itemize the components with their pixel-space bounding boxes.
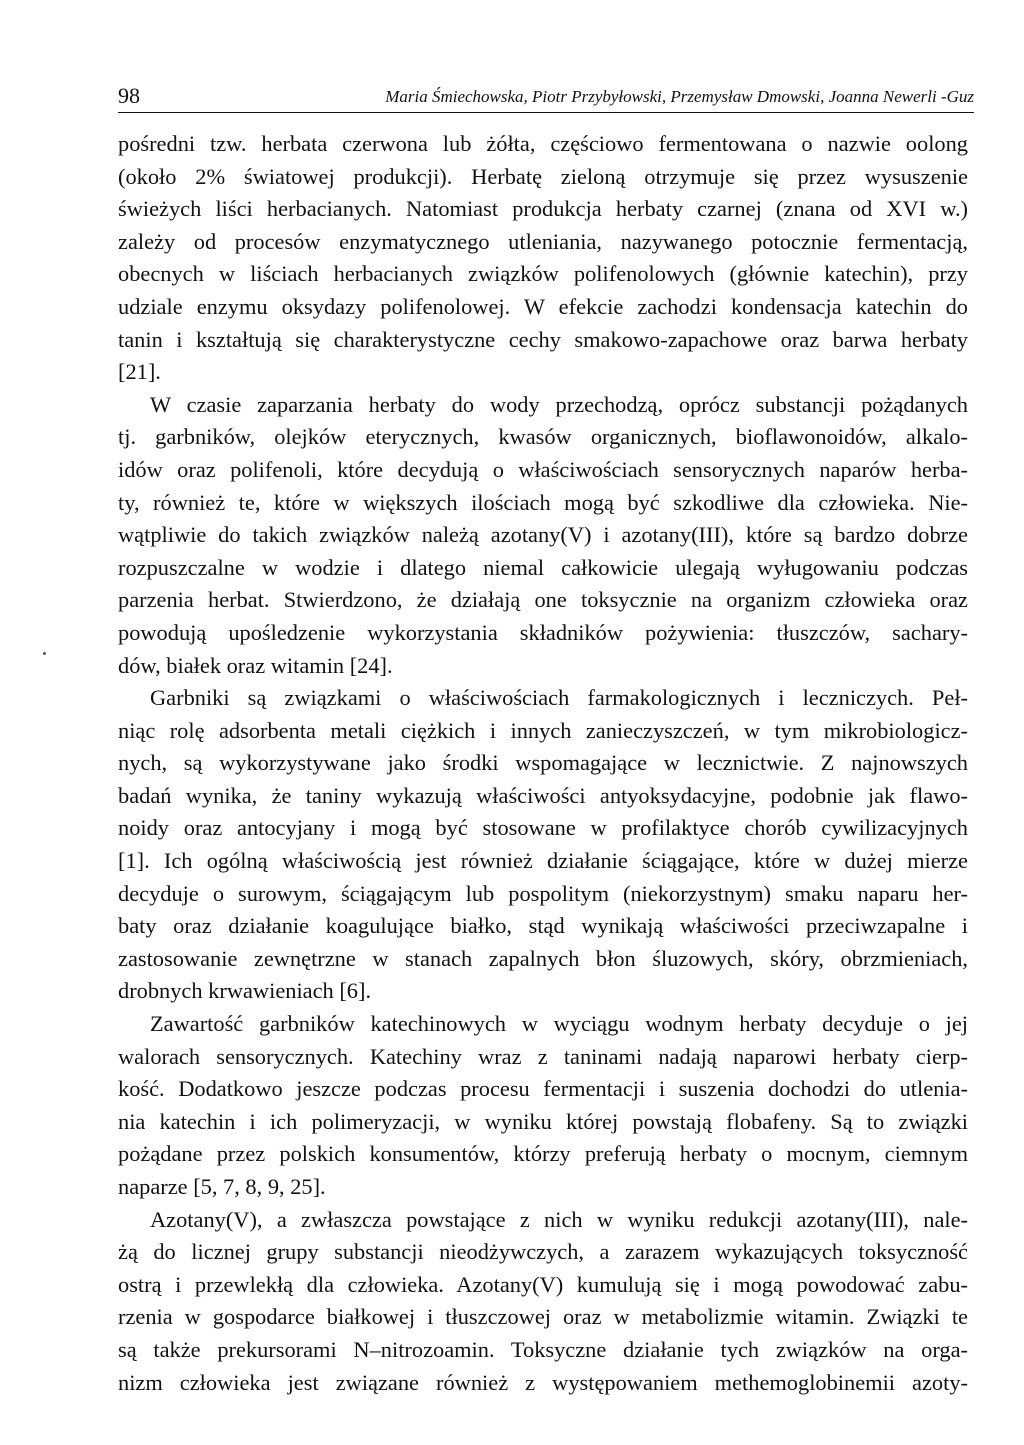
paragraph-1 [118, 128, 968, 389]
text-line: [21]. [118, 359, 161, 385]
text-line: dów, białek oraz witamin [24]. [118, 652, 393, 678]
text-line: są także prekursorami N–nitrozoamin. Toksyczne działanie tych związków na orga- [118, 1336, 968, 1362]
text-line: parzenia herbat. Stwierdzono, że działają one toksycznie na organizm człowieka oraz [118, 587, 968, 613]
paragraph-5 [118, 1204, 968, 1400]
text-line: Azotany(V), a zwłaszcza powstające z nich w wyniku redukcji azotany(III), nale- [150, 1206, 968, 1232]
paragraph-2 [118, 389, 968, 682]
page-number: 98 [118, 83, 140, 108]
text-line: nia katechin i ich polimeryzacji, w wyniku której powstają flobafeny. Są to związki [118, 1108, 968, 1134]
text-line: decyduje o surowym, ściągającym lub pospolitym (niekorzystnym) smaku naparu her- [118, 880, 968, 906]
text-line: świeżych liści herbacianych. Natomiast produkcja herbaty czarnej (znana od XVI w.) [118, 196, 968, 222]
text-line: tj. garbników, olejków eterycznych, kwasów organicznych, bioflawonoidów, alkalo- [118, 424, 968, 450]
text-line: zależy od procesów enzymatycznego utleniania, nazywanego potocznie fermentacją, [118, 228, 968, 254]
text-line: pożądane przez polskich konsumentów, którzy preferują herbaty o mocnym, ciemnym [118, 1141, 968, 1167]
text-line: naparze [5, 7, 8, 9, 25]. [118, 1174, 326, 1199]
text-line: powodują upośledzenie wykorzystania składników pożywienia: tłuszczów, sachary- [118, 619, 968, 645]
running-head: Maria Śmiechowska, Piotr Przybyłowski, Przemysław Dmowski, Joanna Newerli -Guz [385, 87, 974, 106]
text-line: walorach sensorycznych. Katechiny wraz z taninami nadają naparowi herbaty cierp- [118, 1043, 968, 1069]
text-line: baty oraz działanie koagulujące białko, stąd wynikają właściwości przeciwzapalne i [118, 913, 968, 939]
text-line: niąc rolę adsorbenta metali ciężkich i innych zanieczyszczeń, w tym mikrobiologicz- [118, 717, 968, 743]
text-line: rzenia w gospodarce białkowej i tłuszczowej oraz w metabolizmie witamin. Związki te [118, 1304, 968, 1330]
paragraph-4 [118, 1008, 968, 1204]
text-line: pośredni tzw. herbata czerwona lub żółta, częściowo fermentowana o nazwie oolong [118, 131, 968, 156]
text-line: żą do licznej grupy substancji nieodżywczych, a zarazem wykazujących toksyczność [118, 1239, 968, 1265]
text-line: noidy oraz antocyjany i mogą być stosowane w profilaktyce chorób cywilizacyjnych [118, 815, 968, 841]
text-line: Garbniki są związkami o właściwościach farmakologicznych i leczniczych. Peł- [150, 685, 968, 711]
text-line: [1]. Ich ogólną właściwością jest również działanie ściągające, które w dużej mierze [118, 848, 968, 874]
text-line: ty, również te, które w większych ilościach mogą być szkodliwe dla człowieka. Nie- [118, 489, 968, 515]
text-line: (około 2% światowej produkcji). Herbatę zieloną otrzymuje się przez wysuszenie [118, 163, 968, 189]
text-line: tanin i kształtują się charakterystyczne cechy smakowo-zapachowe oraz barwa herbaty [118, 326, 968, 352]
text-line: udziale enzymu oksydazy polifenolowej. W efekcie zachodzi kondensacja katechin do [118, 293, 968, 319]
text-line: nizm człowieka jest związane również z występowaniem methemoglobinemii azoty- [118, 1369, 968, 1395]
text-line: obecnych w liściach herbacianych związków polifenolowych (głównie katechin), przy [118, 261, 968, 287]
text-line: Zawartość garbników katechinowych w wyciągu wodnym herbaty decyduje o jej [150, 1011, 968, 1037]
paragraph-3 [118, 682, 968, 1008]
text-line: drobnych krwawieniach [6]. [118, 978, 372, 1004]
page-header [118, 82, 974, 113]
text-line: idów oraz polifenoli, które decydują o właściwościach sensorycznych naparów herba- [118, 456, 968, 482]
text-line: W czasie zaparzania herbaty do wody przechodzą, oprócz substancji pożądanych [150, 391, 968, 417]
text-line: rozpuszczalne w wodzie i dlatego niemal całkowicie ulegają wyługowaniu podczas [118, 554, 968, 580]
text-line: wątpliwie do takich związków należą azotany(V) i azotany(III), które są bardzo dobrze [118, 522, 968, 548]
text-line: nych, są wykorzystywane jako środki wspomagające w lecznictwie. Z najnowszych [118, 750, 968, 776]
body-text [118, 128, 968, 1399]
text-line: kość. Dodatkowo jeszcze podczas procesu fermentacji i suszenia dochodzi do utlenia- [118, 1076, 968, 1102]
text-line: zastosowanie zewnętrzne w stanach zapalnych błon śluzowych, skóry, obrzmieniach, [118, 945, 968, 971]
text-line: badań wynika, że taniny wykazują właściwości antyoksydacyjne, podobnie jak flawo- [118, 782, 968, 808]
margin-mark [43, 652, 46, 655]
text-line: ostrą i przewlekłą dla człowieka. Azotany(V) kumulują się i mogą powodować zabu- [118, 1271, 968, 1297]
